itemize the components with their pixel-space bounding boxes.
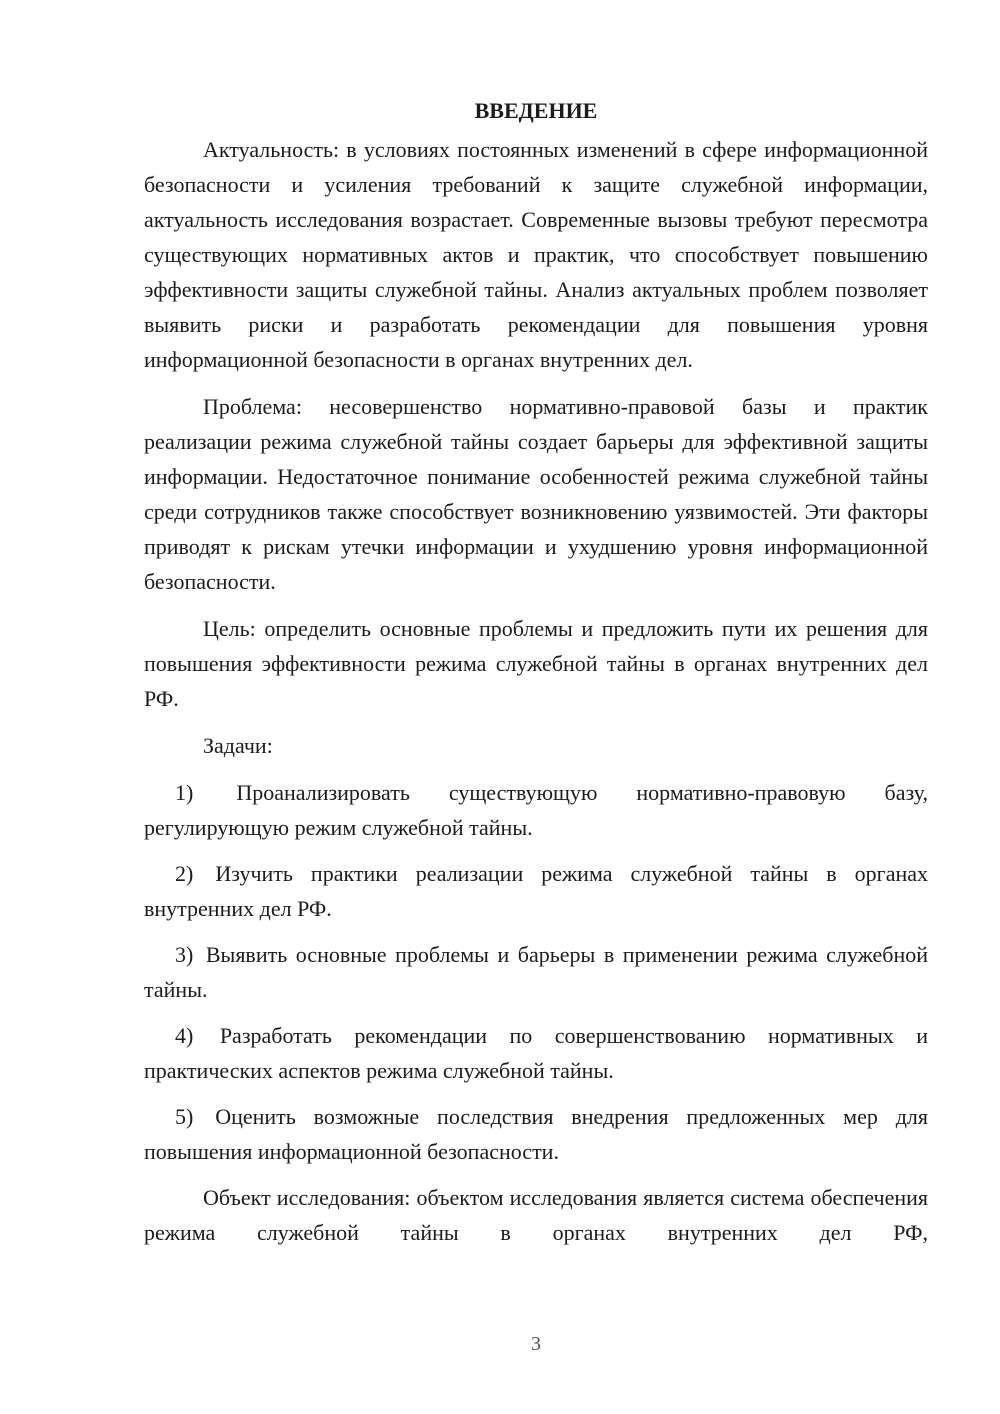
list-item-text: Оценить возможные последствия внедрения предложенных мер для повышения информационной безопасности.: [144, 1104, 929, 1164]
list-item-number: 2): [175, 861, 194, 886]
list-item-text: Изучить практики реализации режима служебной тайны в органах внутренних дел РФ.: [144, 861, 928, 921]
tasks-heading: Задачи:: [203, 733, 273, 758]
paragraph-object: Объект исследования: объектом исследования является система обеспечения режима служебной тайны в органах внутренних дел РФ,: [144, 1185, 928, 1245]
page-number: 3: [531, 1333, 541, 1355]
list-item: [144, 937, 928, 1007]
list-item-number: 4): [175, 1023, 194, 1048]
list-item: [144, 856, 928, 926]
list-item-number: 5): [175, 1104, 194, 1129]
list-item-number: 1): [175, 780, 194, 805]
paragraph-goal: Цель: определить основные проблемы и предложить пути их решения для повышения эффективности режима служебной тайны в органах внутренних дел РФ.: [144, 616, 928, 711]
paragraph-relevance: Актуальность: в условиях постоянных изменений в сфере информационной безопасности и усиления требований к защите служебной информации, актуальность исследования возрастает. Современные вызовы требуют пересмотра существующих нормативных актов и практик, что способствует повышению эффективности защиты служебной тайны. Анализ актуальных проблем позволяет выявить риски и разработать рекомендации для повышения уровня информационной безопасности в органах внутренних дел.: [144, 137, 928, 372]
tasks-list: [144, 775, 928, 1169]
list-item: [144, 1099, 928, 1169]
list-item: [144, 775, 928, 845]
document-page: [144, 96, 928, 1262]
list-item-text: Разработать рекомендации по совершенствованию нормативных и практических аспектов режима служебной тайны.: [144, 1023, 928, 1083]
paragraph-problem: Проблема: несовершенство нормативно-правовой базы и практик реализации режима служебной тайны создает барьеры для эффективной защиты информации. Недостаточное понимание особенностей режима служебной тайны среди сотрудников также способствует возникновению уязвимостей. Эти факторы приводят к рискам утечки информации и ухудшению уровня информационной безопасности.: [144, 394, 928, 594]
section-title: ВВЕДЕНИЕ: [474, 98, 598, 123]
list-item-text: Проанализировать существующую нормативно-правовую базу, регулирующую режим служебной тайны.: [144, 780, 928, 840]
list-item-text: Выявить основные проблемы и барьеры в применении режима служебной тайны.: [144, 942, 928, 1002]
list-item-number: 3): [175, 942, 194, 967]
list-item: [144, 1018, 928, 1088]
